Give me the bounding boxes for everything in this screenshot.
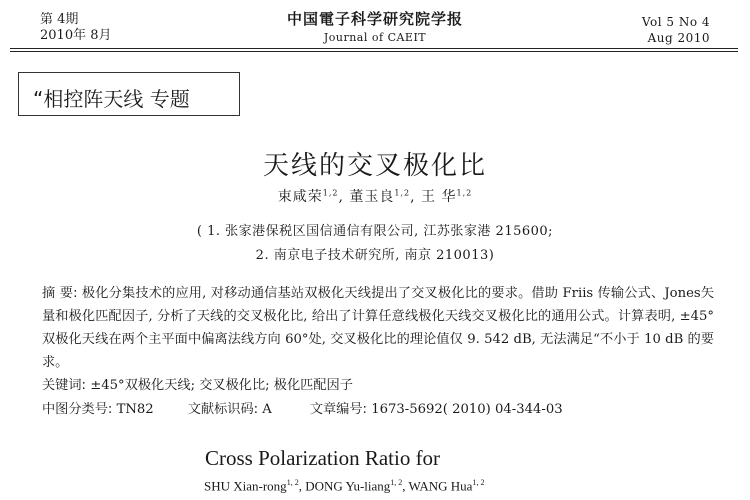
doc-code-value: A: [258, 402, 272, 417]
journal-name-en: Journal of CAEIT: [323, 31, 427, 44]
author-affil-mark: 1,2: [394, 188, 411, 198]
abstract-text: 极化分集技术的应用, 对移动通信基站双极化天线提出了交叉极化比的要求。借助 Friis 传输公式、Jones矢量和极化匹配因子, 分析了天线的交叉极化比, 给出了计算任意线极化天线交叉极化比的通用公式。计算表明, ±45°双极化天线在两个主平面中偏离法线方向 60°处, 交叉极化比的理论值仅 9. 542 dB, 无法满足“不小于 10 dB 的要求。: [42, 286, 715, 370]
abstract-label: 摘 要:: [42, 286, 78, 301]
keywords-text: ±45°双极化天线; 交叉极化比; 极化匹配因子: [86, 378, 353, 393]
article-no-value: 1673-5692( 2010) 04-344-03: [367, 402, 563, 417]
clc-label: 中图分类号:: [42, 402, 113, 417]
doc-code-label: 文献标识码:: [187, 402, 259, 417]
author-affil-mark: 1,2: [322, 188, 339, 198]
keywords: [42, 374, 353, 393]
author-name-en: DONG Yu-liang: [305, 478, 391, 494]
journal-masthead: [0, 8, 750, 44]
author-affil-mark: 1,2: [456, 188, 473, 198]
authors-cn: 束咸荣$^{1,2}$, 董玉良$^{1,2}$, 王 华$^{1,2}$: [277, 188, 473, 205]
issue-number-cn: 第 4期: [40, 12, 79, 27]
author-affil-mark-en: 1, 2: [390, 478, 403, 487]
header-rule-thick: [10, 48, 738, 49]
journal-name-cn: 中国電子科学研究院学报: [286, 10, 463, 28]
author-name: 董玉良: [349, 189, 395, 205]
clc-value: TN82: [112, 402, 154, 417]
date-en: Aug 2010: [647, 31, 710, 45]
author-name: 王 华: [421, 189, 457, 205]
paper-title-en: Cross Polarization Ratio for: [205, 446, 441, 470]
authors-en: SHU Xian-rong$^{1, 2}$, DONG Yu-liang$^{1, 2}$, WANG Hua$^{1, 2}$: [204, 478, 485, 494]
keywords-label: 关键词:: [42, 378, 87, 393]
affiliation-2: 2. 南京电子技术研究所, 南京 210013): [255, 248, 495, 263]
paper-title-cn: 天线的交叉极化比: [262, 151, 487, 181]
header-rule-thin: [10, 51, 738, 52]
article-no-label: 文章编号:: [309, 402, 368, 417]
abstract: [42, 282, 714, 374]
issue-date-cn: 2010年 8月: [40, 28, 112, 43]
author-name-en: WANG Hua: [408, 478, 473, 494]
classification-line: [42, 398, 563, 417]
volume-en: Vol 5 No 4: [641, 15, 710, 29]
author-affil-mark-en: 1, 2: [286, 478, 299, 487]
special-topic-box: “相控阵天线 专题: [18, 72, 240, 116]
author-name-en: SHU Xian-rong: [204, 478, 287, 494]
affiliation-1: ( 1. 张家港保税区国信通信有限公司, 江苏张家港 215600;: [196, 224, 554, 239]
journal-volume-info: [642, 14, 710, 46]
author-affil-mark-en: 1, 2: [472, 478, 485, 487]
author-name: 束咸荣: [277, 189, 323, 205]
